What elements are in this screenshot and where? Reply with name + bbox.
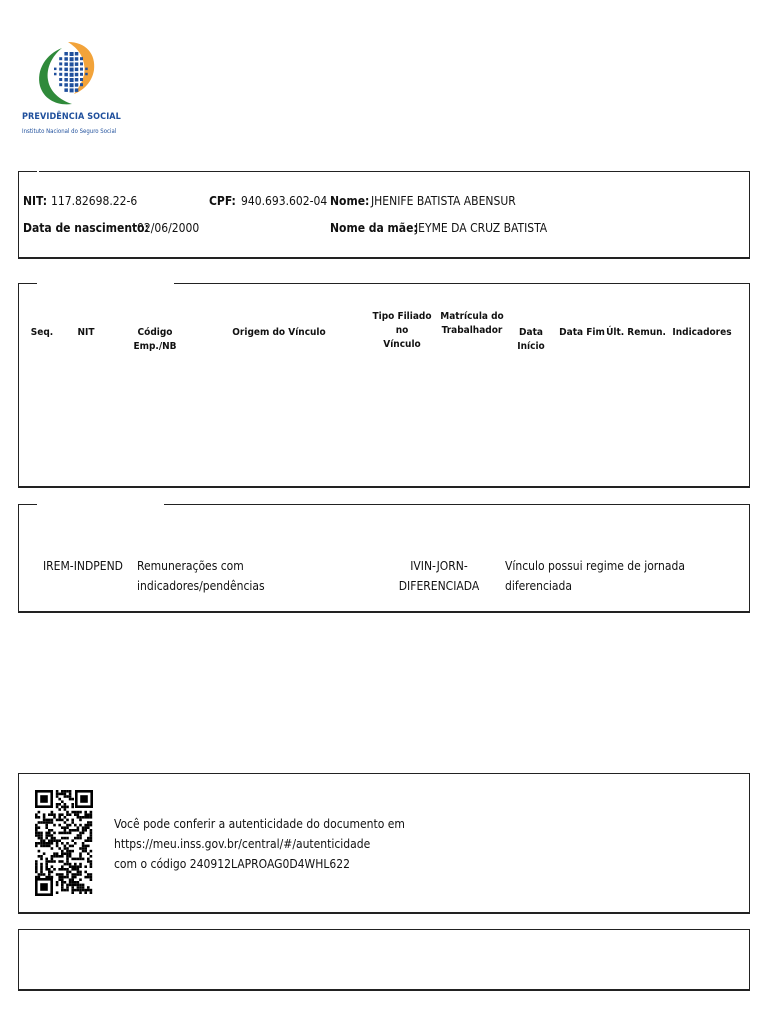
logo-title: PREVIDÊNCIA SOCIAL xyxy=(22,112,121,122)
nit-label: NIT: xyxy=(23,194,48,208)
cpf-value: 940.693.602-04 xyxy=(241,194,328,208)
header-matricula xyxy=(439,310,505,338)
legend-section xyxy=(18,504,750,613)
name-label: Nome: xyxy=(330,194,370,208)
header-fim: Data Fim xyxy=(559,327,605,338)
birth-label: Data de nascimento: xyxy=(23,221,149,235)
logo-subtitle: Instituto Nacional do Seguro Social xyxy=(22,128,117,135)
header-inicio: Data Início xyxy=(517,327,545,352)
legend-code-irem: IREM-INDPEND xyxy=(42,559,123,573)
legend-desc-ivin: Vínculo possui regime de jornada diferenciada xyxy=(505,559,685,593)
legend-code-ivin xyxy=(389,556,489,596)
header-remun: Últ. Remun. xyxy=(606,327,666,338)
qr-code-icon xyxy=(35,790,93,896)
header-matricula-line2: Trabalhador xyxy=(441,325,503,336)
header-tipo xyxy=(365,310,439,352)
header-nit: NIT xyxy=(77,327,95,338)
cpf-label: CPF: xyxy=(209,194,236,208)
legend-desc-irem: Remunerações com indicadores/pendências xyxy=(137,559,265,593)
header-matricula-line1: Matrícula do xyxy=(440,311,504,322)
authenticity-text xyxy=(114,814,405,874)
authenticity-line1: Você pode conferir a autenticidade do documento em xyxy=(114,817,405,831)
header-codigo: Código Emp./NB xyxy=(133,327,177,352)
legend-code-ivin-line2: DIFERENCIADA xyxy=(398,579,480,593)
authenticity-url[interactable]: https://meu.inss.gov.br/central/#/autenticidade xyxy=(114,837,371,851)
header-tipo-line1: Tipo Filiado no xyxy=(372,311,432,336)
footer-box xyxy=(18,929,750,991)
header-origem: Origem do Vínculo xyxy=(232,327,326,338)
previdencia-logo-icon xyxy=(34,40,98,108)
mother-value: JEYME DA CRUZ BATISTA xyxy=(415,221,548,235)
links-table-section xyxy=(18,283,750,488)
authenticity-section xyxy=(18,773,750,914)
birth-value: 02/06/2000 xyxy=(137,221,200,235)
nit-value: 117.82698.22-6 xyxy=(51,194,138,208)
name-value: JHENIFE BATISTA ABENSUR xyxy=(371,194,516,208)
header-indicadores: Indicadores xyxy=(672,327,732,338)
mother-label: Nome da mãe: xyxy=(330,221,418,235)
authenticity-code: com o código 240912LAPROAG0D4WHL622 xyxy=(114,857,350,871)
logo xyxy=(22,40,121,140)
identification-section xyxy=(18,171,750,259)
header-seq: Seq. xyxy=(30,327,54,338)
legend-code-ivin-line1: IVIN-JORN- xyxy=(410,559,468,573)
header-tipo-line2: Vínculo xyxy=(383,339,421,350)
